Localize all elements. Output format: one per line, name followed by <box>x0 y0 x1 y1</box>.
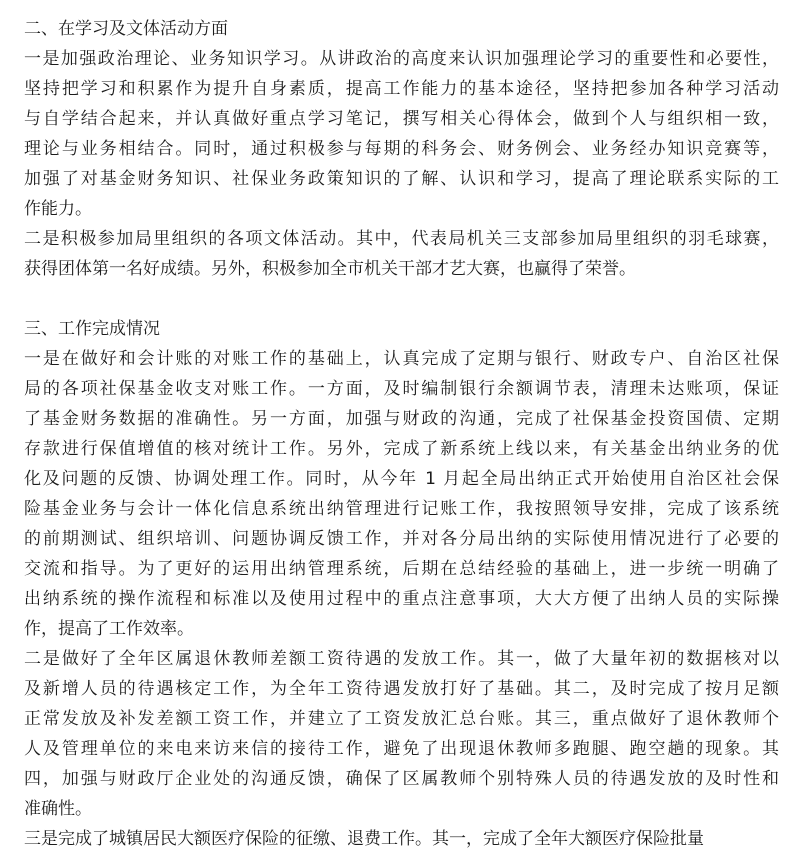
paragraph <box>24 644 779 824</box>
paragraph-line: 二是积极参加局里组织的各项文体活动。其中，代表局机关三支部参加局里组织的羽毛球赛， <box>24 229 779 249</box>
paragraph-line: 的前期测试、组织培训、问题协调反馈工作，并对各分局出纳的实际使用情况进行了必要的 <box>24 529 779 549</box>
paragraph-line: 存款进行保值增值的核对统计工作。另外，完成了新系统上线以来，有关基金出纳业务的优 <box>24 439 779 459</box>
paragraph-line: 作能力。 <box>24 199 92 219</box>
paragraph-line: 一是加强政治理论、业务知识学习。从讲政治的高度来认识加强理论学习的重要性和必要性， <box>24 49 779 69</box>
paragraph-line: 出纳系统的操作流程和标准以及使用过程中的重点注意事项，大大方便了出纳人员的实际操 <box>24 589 779 609</box>
paragraph-line: 三是完成了城镇居民大额医疗保险的征缴、退费工作。其一，完成了全年大额医疗保险批量 <box>24 829 704 849</box>
paragraph-line: 一是在做好和会计账的对账工作的基础上，认真完成了定期与银行、财政专户、自治区社保 <box>24 349 779 369</box>
paragraph-line: 坚持把学习和积累作为提升自身素质，提高工作能力的基本途径，坚持把参加各种学习活动 <box>24 79 779 99</box>
paragraph-line: 作，提高了工作效率。 <box>24 619 194 639</box>
paragraph-line: 了基金财务数据的准确性。另一方面，加强与财政的沟通，完成了社保基金投资国债、定期 <box>24 409 779 429</box>
paragraph-line: 准确性。 <box>24 799 92 819</box>
paragraph <box>24 344 779 644</box>
paragraph-line: 人及管理单位的来电来访来信的接待工作，避免了出现退休教师多跑腿、跑空趟的现象。其 <box>24 739 779 759</box>
paragraph-line: 局的各项社保基金收支对账工作。一方面，及时编制银行余额调节表，清理未达账项，保证 <box>24 379 779 399</box>
paragraph-line: 化及问题的反馈、协调处理工作。同时，从今年 1 月起全局出纳正式开始使用自治区社会保 <box>24 469 779 489</box>
heading-text: 二、在学习及文体活动方面 <box>24 19 228 39</box>
paragraph <box>24 224 779 284</box>
empty-line <box>24 284 779 314</box>
paragraph-line: 及新增人员的待遇核定工作，为全年工资待遇发放打好了基础。其二，及时完成了按月足额 <box>24 679 779 699</box>
paragraph <box>24 824 779 854</box>
paragraph-line: 理论与业务相结合。同时，通过积极参与每期的科务会、财务例会、业务经办知识竞赛等， <box>24 139 779 159</box>
paragraph-line: 加强了对基金财务知识、社保业务政策知识的了解、认识和学习，提高了理论联系实际的工 <box>24 169 779 189</box>
paragraph-line: 险基金业务与会计一体化信息系统出纳管理进行记账工作，我按照领导安排，完成了该系统 <box>24 499 779 519</box>
paragraph-line: 与自学结合起来，并认真做好重点学习笔记，撰写相关心得体会，做到个人与组织相一致， <box>24 109 779 129</box>
paragraph-line: 正常发放及补发差额工资工作，并建立了工资发放汇总台账。其三，重点做好了退休教师个 <box>24 709 779 729</box>
paragraph-line: 获得团体第一名好成绩。另外，积极参加全市机关干部才艺大赛，也赢得了荣誉。 <box>24 259 636 279</box>
heading-text: 三、工作完成情况 <box>24 319 160 339</box>
paragraph-line: 二是做好了全年区属退休教师差额工资待遇的发放工作。其一，做了大量年初的数据核对以 <box>24 649 779 669</box>
document-body <box>24 14 779 854</box>
paragraph-line: 四，加强与财政厅企业处的沟通反馈，确保了区属教师个别特殊人员的待遇发放的及时性和 <box>24 769 779 789</box>
paragraph <box>24 44 779 224</box>
section-heading <box>24 314 779 344</box>
paragraph-line: 交流和指导。为了更好的运用出纳管理系统，后期在总结经验的基础上，进一步统一明确了 <box>24 559 779 579</box>
section-heading <box>24 14 779 44</box>
blank-line <box>24 284 779 314</box>
